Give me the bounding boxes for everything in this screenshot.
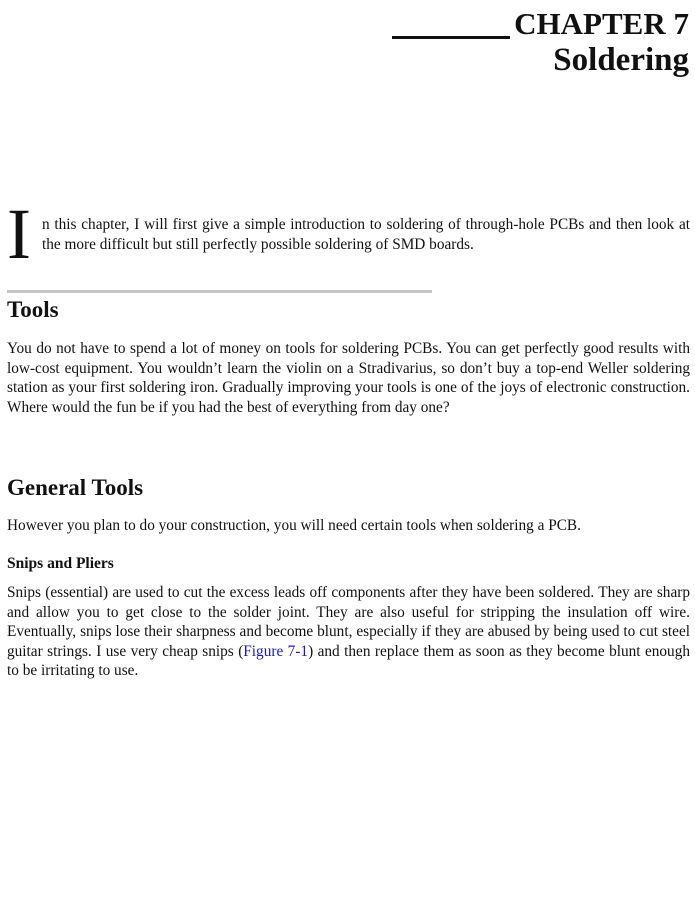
section-heading-tools: Tools bbox=[7, 297, 59, 322]
intro-paragraph: n this chapter, I will first give a simple introduction to soldering of through-hole PCBs and then look at the more difficult but still perfectly possible soldering of SMD boards. bbox=[42, 216, 690, 253]
drop-cap: I bbox=[7, 194, 31, 274]
section-divider bbox=[7, 290, 432, 293]
tools-paragraph: You do not have to spend a lot of money on tools for soldering PCBs. You can get perfectly good results with low-cost equipment. You wouldn’t learn the violin on a Stradivarius, so don’t buy a top-end Weller soldering station as your first soldering iron. Gradually improving your tools is one of the joys of electronic construction. Where would the fun be if you had the best of everything from day one? bbox=[7, 340, 690, 416]
subsection-heading-snips: Snips and Pliers bbox=[7, 555, 114, 572]
snips-paragraph bbox=[7, 583, 690, 681]
chapter-label: CHAPTER 7 bbox=[514, 6, 689, 41]
snips-text-after: ) and then replace them as soon as they become blunt enough to be irritating to use. bbox=[7, 642, 690, 679]
snips-text-before: Snips (essential) are used to cut the excess leads off components after they have been soldered. They are sharp and allow you to get close to the solder joint. They are also useful for stripping the insulation off wire. Eventually, snips lose their sharpness and become blunt, especially if they are abused by being used to cut steel guitar strings. I use very cheap snips ( bbox=[7, 584, 690, 660]
chapter-rule bbox=[392, 36, 510, 39]
general-tools-paragraph: However you plan to do your construction, you will need certain tools when soldering a PCB. bbox=[7, 517, 581, 534]
figure-link[interactable]: Figure 7-1 bbox=[243, 642, 309, 660]
chapter-title: Soldering bbox=[553, 42, 689, 78]
section-heading-general-tools: General Tools bbox=[7, 475, 144, 500]
